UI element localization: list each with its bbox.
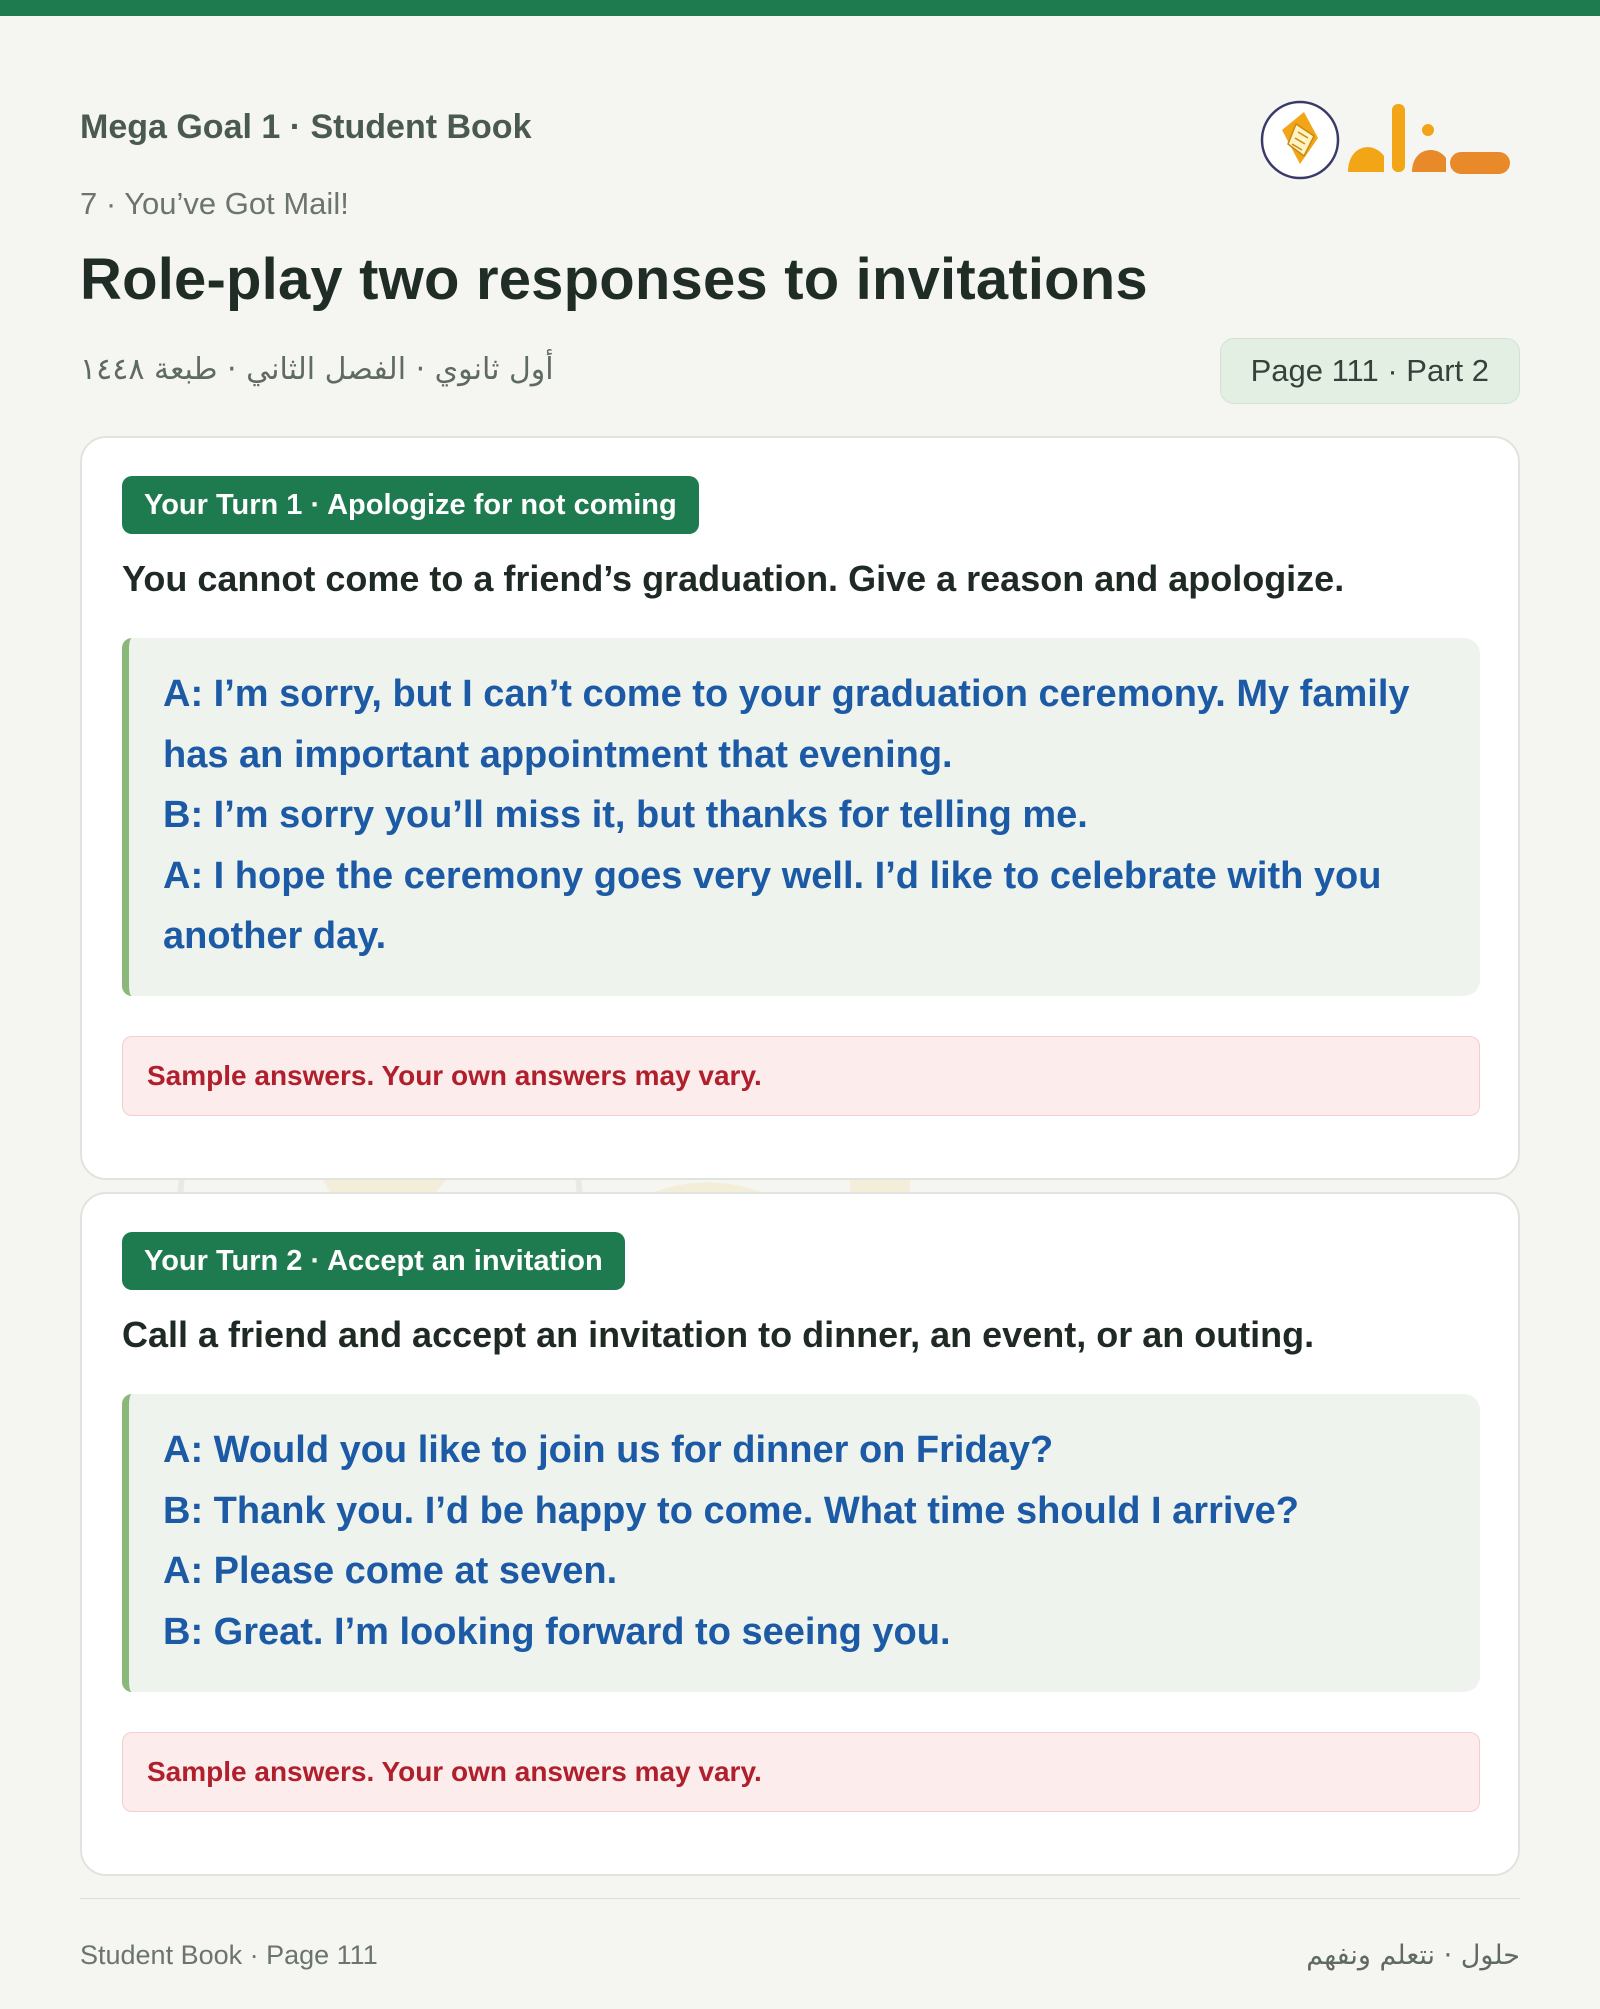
header xyxy=(80,94,1520,174)
unit-label: 7 · You’ve Got Mail! xyxy=(80,186,349,221)
your-turn-tag: Your Turn 1 · Apologize for not coming xyxy=(122,476,699,534)
book-emblem-icon xyxy=(1260,94,1520,194)
page-title: Role-play two responses to invitations xyxy=(80,247,1148,312)
footer-page-label: Student Book · Page 111 xyxy=(80,1940,378,1970)
dialogue-line: A: I hope the ceremony goes very well. I’d like to celebrate with you xyxy=(163,854,1382,897)
your-turn-card-1 xyxy=(80,436,1520,1180)
footer-brand-tagline: حلول · نتعلم ونفهم xyxy=(1306,1940,1520,1971)
footer-divider xyxy=(80,1898,1520,1899)
your-turn-tag: Your Turn 2 · Accept an invitation xyxy=(122,1232,625,1290)
dialogue-line: has an important appointment that evening. xyxy=(163,733,953,776)
sample-dialogue xyxy=(122,638,1480,996)
your-turn-card-2 xyxy=(80,1192,1520,1876)
dialogue-line: B: I’m sorry you’ll miss it, but thanks for telling me. xyxy=(163,794,1088,836)
task-prompt: You cannot come to a friend’s graduation. Give a reason and apologize. xyxy=(122,558,1345,599)
sample-answer-note: Sample answers. Your own answers may vary. xyxy=(122,1732,1480,1812)
page xyxy=(80,16,1520,2009)
book-title: Mega Goal 1 · Student Book xyxy=(80,108,532,146)
brand-logo[interactable] xyxy=(1260,94,1520,194)
dialogue-line: B: Great. I’m looking forward to seeing you. xyxy=(163,1610,951,1653)
dialogue-line: A: Would you like to join us for dinner on Friday? xyxy=(163,1429,1054,1471)
sample-dialogue xyxy=(122,1394,1480,1692)
dialogue-line: B: Thank you. I’d be happy to come. What time should I arrive? xyxy=(163,1489,1299,1532)
dialogue-line: A: I’m sorry, but I can’t come to your graduation ceremony. My family xyxy=(163,673,1410,715)
dialogue-line: another day. xyxy=(163,915,387,957)
grade-meta: أول ثانوي · الفصل الثاني · طبعة ١٤٤٨ xyxy=(80,352,554,387)
sample-answer-note: Sample answers. Your own answers may vary. xyxy=(122,1036,1480,1116)
dialogue-line: A: Please come at seven. xyxy=(163,1550,618,1592)
task-prompt: Call a friend and accept an invitation to dinner, an event, or an outing. xyxy=(122,1314,1315,1355)
top-accent-bar xyxy=(0,0,1600,16)
page-badge: Page 111 · Part 2 xyxy=(1220,338,1520,404)
